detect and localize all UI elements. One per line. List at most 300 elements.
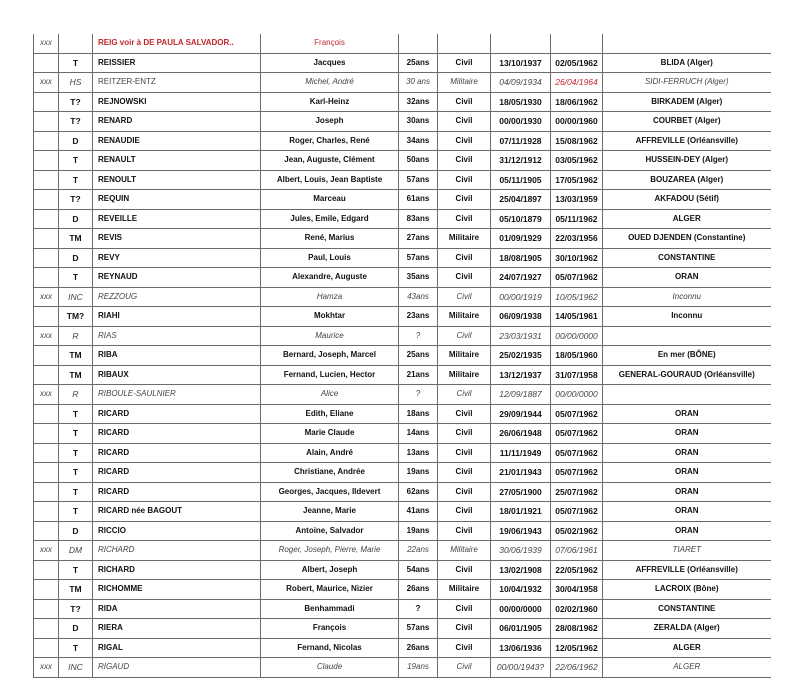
record-place: HUSSEIN-DEY (Alger) — [603, 151, 771, 171]
record-place — [603, 326, 771, 346]
record-place: SIDI-FERRUCH (Alger) — [603, 73, 771, 93]
record-code: T? — [59, 92, 93, 112]
record-first-names: Marie Claude — [261, 424, 399, 444]
record-death-date: 05/11/1962 — [551, 209, 603, 229]
record-place: AFFREVILLE (Orléansville) — [603, 560, 771, 580]
record-death-date: 05/07/1962 — [551, 268, 603, 288]
record-birth-date: 00/00/1930 — [491, 112, 551, 132]
record-surname: RIDA — [93, 599, 261, 619]
record-death-date: 14/05/1961 — [551, 307, 603, 327]
table-row — [34, 73, 771, 93]
record-status: Militaire — [438, 73, 491, 93]
record-death-date: 00/00/1960 — [551, 112, 603, 132]
record-mark: xxx — [34, 73, 59, 93]
record-birth-date: 18/08/1905 — [491, 248, 551, 268]
record-status: Civil — [438, 268, 491, 288]
record-place: BLIDA (Alger) — [603, 53, 771, 73]
record-birth-date: 00/00/1919 — [491, 287, 551, 307]
record-death-date: 28/08/1962 — [551, 619, 603, 639]
record-code: T — [59, 482, 93, 502]
record-first-names: Alain, André — [261, 443, 399, 463]
record-code: HS — [59, 73, 93, 93]
record-code: T? — [59, 190, 93, 210]
record-surname: RICARD — [93, 424, 261, 444]
record-age: ? — [399, 599, 438, 619]
record-code: D — [59, 131, 93, 151]
record-surname: RICARD — [93, 482, 261, 502]
record-surname: RIGAL — [93, 638, 261, 658]
table-row — [34, 463, 771, 483]
record-status: Civil — [438, 521, 491, 541]
record-code: R — [59, 326, 93, 346]
record-surname: RICHARD — [93, 560, 261, 580]
record-death-date: 00/00/0000 — [551, 385, 603, 405]
record-first-names: Roger, Joseph, Pierre, Marie — [261, 541, 399, 561]
record-birth-date: 29/09/1944 — [491, 404, 551, 424]
record-place: BIRKADEM (Alger) — [603, 92, 771, 112]
table-row — [34, 131, 771, 151]
record-birth-date: 26/06/1948 — [491, 424, 551, 444]
record-place: ORAN — [603, 463, 771, 483]
table-row — [34, 638, 771, 658]
record-code: T — [59, 424, 93, 444]
record-age: 30 ans — [399, 73, 438, 93]
record-surname: REVIS — [93, 229, 261, 249]
record-surname: REITZER-ENTZ — [93, 73, 261, 93]
record-mark — [34, 209, 59, 229]
record-birth-date: 13/12/1937 — [491, 365, 551, 385]
record-birth-date: 24/07/1927 — [491, 268, 551, 288]
record-surname: RICARD — [93, 443, 261, 463]
record-death-date: 05/07/1962 — [551, 404, 603, 424]
record-place: AFFREVILLE (Orléansville) — [603, 131, 771, 151]
record-birth-date: 01/09/1929 — [491, 229, 551, 249]
record-age: 32ans — [399, 92, 438, 112]
table-row — [34, 248, 771, 268]
record-code: R — [59, 385, 93, 405]
record-birth-date: 06/09/1938 — [491, 307, 551, 327]
record-code: INC — [59, 287, 93, 307]
record-code: DM — [59, 541, 93, 561]
record-status: Civil — [438, 131, 491, 151]
record-death-date: 26/04/1964 — [551, 73, 603, 93]
table-row — [34, 229, 771, 249]
record-place: En mer (BÔNE) — [603, 346, 771, 366]
record-status: Civil — [438, 404, 491, 424]
record-surname: REYNAUD — [93, 268, 261, 288]
record-place: ORAN — [603, 482, 771, 502]
record-death-date — [551, 34, 603, 53]
record-death-date: 15/08/1962 — [551, 131, 603, 151]
record-surname: RENAUDIE — [93, 131, 261, 151]
record-birth-date: 18/01/1921 — [491, 502, 551, 522]
record-surname: RICCIO — [93, 521, 261, 541]
table-row — [34, 209, 771, 229]
record-status: Civil — [438, 170, 491, 190]
record-death-date: 22/06/1962 — [551, 658, 603, 678]
record-surname: REVEILLE — [93, 209, 261, 229]
record-mark — [34, 229, 59, 249]
record-first-names: François — [261, 34, 399, 53]
record-code: T — [59, 502, 93, 522]
record-birth-date: 21/01/1943 — [491, 463, 551, 483]
record-code: T — [59, 560, 93, 580]
record-first-names: René, Marius — [261, 229, 399, 249]
record-mark — [34, 112, 59, 132]
record-first-names: Joseph — [261, 112, 399, 132]
record-code: D — [59, 619, 93, 639]
table-row — [34, 619, 771, 639]
record-surname: RENARD — [93, 112, 261, 132]
record-status: Civil — [438, 599, 491, 619]
record-death-date: 02/02/1960 — [551, 599, 603, 619]
record-first-names: Alexandre, Auguste — [261, 268, 399, 288]
record-place — [603, 34, 771, 53]
table-row — [34, 541, 771, 561]
record-surname: RENAULT — [93, 151, 261, 171]
record-first-names: Michel, André — [261, 73, 399, 93]
record-code: T — [59, 443, 93, 463]
record-first-names: Jacques — [261, 53, 399, 73]
record-birth-date: 19/06/1943 — [491, 521, 551, 541]
record-mark — [34, 131, 59, 151]
record-death-date: 12/05/1962 — [551, 638, 603, 658]
table-row — [34, 151, 771, 171]
table-row — [34, 658, 771, 678]
table-row — [34, 482, 771, 502]
record-mark: xxx — [34, 34, 59, 53]
record-death-date: 05/02/1962 — [551, 521, 603, 541]
record-death-date: 05/07/1962 — [551, 424, 603, 444]
record-birth-date: 00/00/0000 — [491, 599, 551, 619]
record-age: 25ans — [399, 346, 438, 366]
record-age: 35ans — [399, 268, 438, 288]
record-birth-date: 10/04/1932 — [491, 580, 551, 600]
record-first-names: Roger, Charles, René — [261, 131, 399, 151]
record-surname: REZZOUG — [93, 287, 261, 307]
record-age: 83ans — [399, 209, 438, 229]
record-status: Civil — [438, 619, 491, 639]
record-place: COURBET (Alger) — [603, 112, 771, 132]
record-surname: RICARD — [93, 404, 261, 424]
record-status: Civil — [438, 560, 491, 580]
record-mark — [34, 443, 59, 463]
record-code: T — [59, 53, 93, 73]
record-place: ALGER — [603, 658, 771, 678]
record-surname: RICHARD — [93, 541, 261, 561]
record-death-date: 22/03/1956 — [551, 229, 603, 249]
record-mark — [34, 502, 59, 522]
record-surname: RIAS — [93, 326, 261, 346]
table-row — [34, 112, 771, 132]
record-death-date: 17/05/1962 — [551, 170, 603, 190]
record-status: Civil — [438, 190, 491, 210]
record-code: INC — [59, 658, 93, 678]
record-status: Militaire — [438, 580, 491, 600]
record-surname: RICARD née BAGOUT — [93, 502, 261, 522]
record-mark — [34, 190, 59, 210]
record-place: CONSTANTINE — [603, 248, 771, 268]
record-age: 57ans — [399, 619, 438, 639]
record-mark: xxx — [34, 658, 59, 678]
record-birth-date: 06/01/1905 — [491, 619, 551, 639]
record-code: T — [59, 268, 93, 288]
record-status: Civil — [438, 92, 491, 112]
table-row — [34, 365, 771, 385]
record-age: 13ans — [399, 443, 438, 463]
record-status: Civil — [438, 326, 491, 346]
record-death-date: 30/04/1958 — [551, 580, 603, 600]
record-first-names: Fernand, Nicolas — [261, 638, 399, 658]
record-age: 43ans — [399, 287, 438, 307]
record-place: BOUZAREA (Alger) — [603, 170, 771, 190]
table-row — [34, 53, 771, 73]
record-death-date: 00/00/0000 — [551, 326, 603, 346]
record-first-names: Benhammadi — [261, 599, 399, 619]
record-birth-date: 23/03/1931 — [491, 326, 551, 346]
record-code: T — [59, 170, 93, 190]
record-first-names: Albert, Joseph — [261, 560, 399, 580]
table-row — [34, 92, 771, 112]
record-code: TM — [59, 346, 93, 366]
record-surname: REIG voir à DE PAULA SALVADOR.. — [93, 34, 261, 53]
record-mark — [34, 619, 59, 639]
record-birth-date: 27/05/1900 — [491, 482, 551, 502]
record-surname: RIGAUD — [93, 658, 261, 678]
record-age: ? — [399, 326, 438, 346]
record-first-names: Albert, Louis, Jean Baptiste — [261, 170, 399, 190]
record-death-date: 13/03/1959 — [551, 190, 603, 210]
record-first-names: Claude — [261, 658, 399, 678]
record-status: Civil — [438, 463, 491, 483]
record-code: D — [59, 521, 93, 541]
table-row — [34, 34, 771, 53]
record-place: Inconnu — [603, 287, 771, 307]
record-status: Civil — [438, 248, 491, 268]
record-first-names: Fernand, Lucien, Hector — [261, 365, 399, 385]
record-age: 23ans — [399, 307, 438, 327]
table-row — [34, 599, 771, 619]
table-row — [34, 190, 771, 210]
record-surname: RIERA — [93, 619, 261, 639]
records-table-body — [34, 34, 771, 677]
record-status — [438, 34, 491, 53]
record-code: D — [59, 248, 93, 268]
record-birth-date: 11/11/1949 — [491, 443, 551, 463]
table-row — [34, 307, 771, 327]
record-death-date: 05/07/1962 — [551, 502, 603, 522]
record-place: GENERAL-GOURAUD (Orléansville) — [603, 365, 771, 385]
record-death-date: 18/05/1960 — [551, 346, 603, 366]
record-place: ZERALDA (Alger) — [603, 619, 771, 639]
record-age: 21ans — [399, 365, 438, 385]
record-place: TIARET — [603, 541, 771, 561]
record-death-date: 30/10/1962 — [551, 248, 603, 268]
record-status: Civil — [438, 443, 491, 463]
record-place: LACROIX (Bône) — [603, 580, 771, 600]
record-birth-date: 12/09/1887 — [491, 385, 551, 405]
record-birth-date — [491, 34, 551, 53]
record-mark — [34, 53, 59, 73]
record-first-names: Mokhtar — [261, 307, 399, 327]
record-birth-date: 07/11/1928 — [491, 131, 551, 151]
record-code: T — [59, 638, 93, 658]
record-code: TM — [59, 365, 93, 385]
record-birth-date: 31/12/1912 — [491, 151, 551, 171]
record-age: 57ans — [399, 170, 438, 190]
record-status: Civil — [438, 151, 491, 171]
record-status: Civil — [438, 385, 491, 405]
record-mark — [34, 151, 59, 171]
record-place: ORAN — [603, 443, 771, 463]
record-code: T? — [59, 112, 93, 132]
record-death-date: 05/07/1962 — [551, 443, 603, 463]
record-first-names: Jeanne, Marie — [261, 502, 399, 522]
record-code: TM — [59, 580, 93, 600]
record-place: ORAN — [603, 424, 771, 444]
record-status: Civil — [438, 287, 491, 307]
record-birth-date: 18/05/1930 — [491, 92, 551, 112]
record-age: 14ans — [399, 424, 438, 444]
record-mark — [34, 307, 59, 327]
table-row — [34, 268, 771, 288]
table-row — [34, 287, 771, 307]
record-status: Civil — [438, 482, 491, 502]
record-first-names: Bernard, Joseph, Marcel — [261, 346, 399, 366]
record-age: 30ans — [399, 112, 438, 132]
record-mark — [34, 521, 59, 541]
record-mark — [34, 424, 59, 444]
record-mark — [34, 365, 59, 385]
record-age: 61ans — [399, 190, 438, 210]
record-mark — [34, 638, 59, 658]
record-birth-date: 05/11/1905 — [491, 170, 551, 190]
table-row — [34, 560, 771, 580]
record-place: OUED DJENDEN (Constantine) — [603, 229, 771, 249]
record-death-date: 02/05/1962 — [551, 53, 603, 73]
record-place: ALGER — [603, 638, 771, 658]
record-death-date: 22/05/1962 — [551, 560, 603, 580]
record-first-names: Robert, Maurice, Nizier — [261, 580, 399, 600]
record-death-date: 25/07/1962 — [551, 482, 603, 502]
record-first-names: Antoine, Salvador — [261, 521, 399, 541]
record-place: CONSTANTINE — [603, 599, 771, 619]
record-age: 19ans — [399, 658, 438, 678]
record-mark — [34, 482, 59, 502]
record-birth-date: 25/02/1935 — [491, 346, 551, 366]
record-place: ORAN — [603, 404, 771, 424]
record-code: TM? — [59, 307, 93, 327]
table-row — [34, 170, 771, 190]
record-first-names: Karl-Heinz — [261, 92, 399, 112]
record-surname: RICHOMME — [93, 580, 261, 600]
record-mark — [34, 463, 59, 483]
record-surname: REVY — [93, 248, 261, 268]
record-surname: RENOULT — [93, 170, 261, 190]
table-row — [34, 580, 771, 600]
record-place — [603, 385, 771, 405]
record-age: 54ans — [399, 560, 438, 580]
record-age: 50ans — [399, 151, 438, 171]
table-row — [34, 326, 771, 346]
record-mark — [34, 580, 59, 600]
table-row — [34, 346, 771, 366]
record-mark — [34, 346, 59, 366]
record-mark — [34, 248, 59, 268]
record-first-names: Edith, Eliane — [261, 404, 399, 424]
record-surname: RIBAUX — [93, 365, 261, 385]
record-first-names: Hamza — [261, 287, 399, 307]
record-surname: RIBA — [93, 346, 261, 366]
record-age: 27ans — [399, 229, 438, 249]
record-birth-date: 13/02/1908 — [491, 560, 551, 580]
record-status: Civil — [438, 209, 491, 229]
records-table — [33, 34, 771, 678]
record-birth-date: 04/09/1934 — [491, 73, 551, 93]
table-row — [34, 521, 771, 541]
record-status: Civil — [438, 502, 491, 522]
record-mark — [34, 560, 59, 580]
record-code: TM — [59, 229, 93, 249]
record-first-names: Jules, Emile, Edgard — [261, 209, 399, 229]
record-death-date: 31/07/1958 — [551, 365, 603, 385]
record-age: ? — [399, 385, 438, 405]
table-row — [34, 424, 771, 444]
record-place: ORAN — [603, 502, 771, 522]
record-surname: REISSIER — [93, 53, 261, 73]
record-death-date: 03/05/1962 — [551, 151, 603, 171]
record-mark — [34, 404, 59, 424]
record-mark: xxx — [34, 326, 59, 346]
record-age: 25ans — [399, 53, 438, 73]
record-surname: REJNOWSKI — [93, 92, 261, 112]
record-first-names: Alice — [261, 385, 399, 405]
record-place: ALGER — [603, 209, 771, 229]
record-birth-date: 25/04/1897 — [491, 190, 551, 210]
record-age: 57ans — [399, 248, 438, 268]
record-birth-date: 05/10/1879 — [491, 209, 551, 229]
record-age — [399, 34, 438, 53]
record-mark: xxx — [34, 287, 59, 307]
record-place: AKFADOU (Sétif) — [603, 190, 771, 210]
record-place: Inconnu — [603, 307, 771, 327]
record-mark — [34, 170, 59, 190]
record-place: ORAN — [603, 521, 771, 541]
table-row — [34, 385, 771, 405]
table-row — [34, 404, 771, 424]
record-birth-date: 00/00/1943? — [491, 658, 551, 678]
record-code: D — [59, 209, 93, 229]
record-status: Civil — [438, 112, 491, 132]
record-mark: xxx — [34, 541, 59, 561]
record-first-names: Paul, Louis — [261, 248, 399, 268]
record-age: 41ans — [399, 502, 438, 522]
record-birth-date: 13/06/1936 — [491, 638, 551, 658]
record-death-date: 05/07/1962 — [551, 463, 603, 483]
record-mark: xxx — [34, 385, 59, 405]
record-code: T — [59, 463, 93, 483]
record-status: Civil — [438, 638, 491, 658]
record-status: Militaire — [438, 307, 491, 327]
record-status: Militaire — [438, 365, 491, 385]
record-first-names: Christiane, Andrée — [261, 463, 399, 483]
record-age: 34ans — [399, 131, 438, 151]
record-status: Civil — [438, 658, 491, 678]
record-code: T? — [59, 599, 93, 619]
record-surname: RIAHI — [93, 307, 261, 327]
record-surname: RICARD — [93, 463, 261, 483]
record-age: 26ans — [399, 638, 438, 658]
